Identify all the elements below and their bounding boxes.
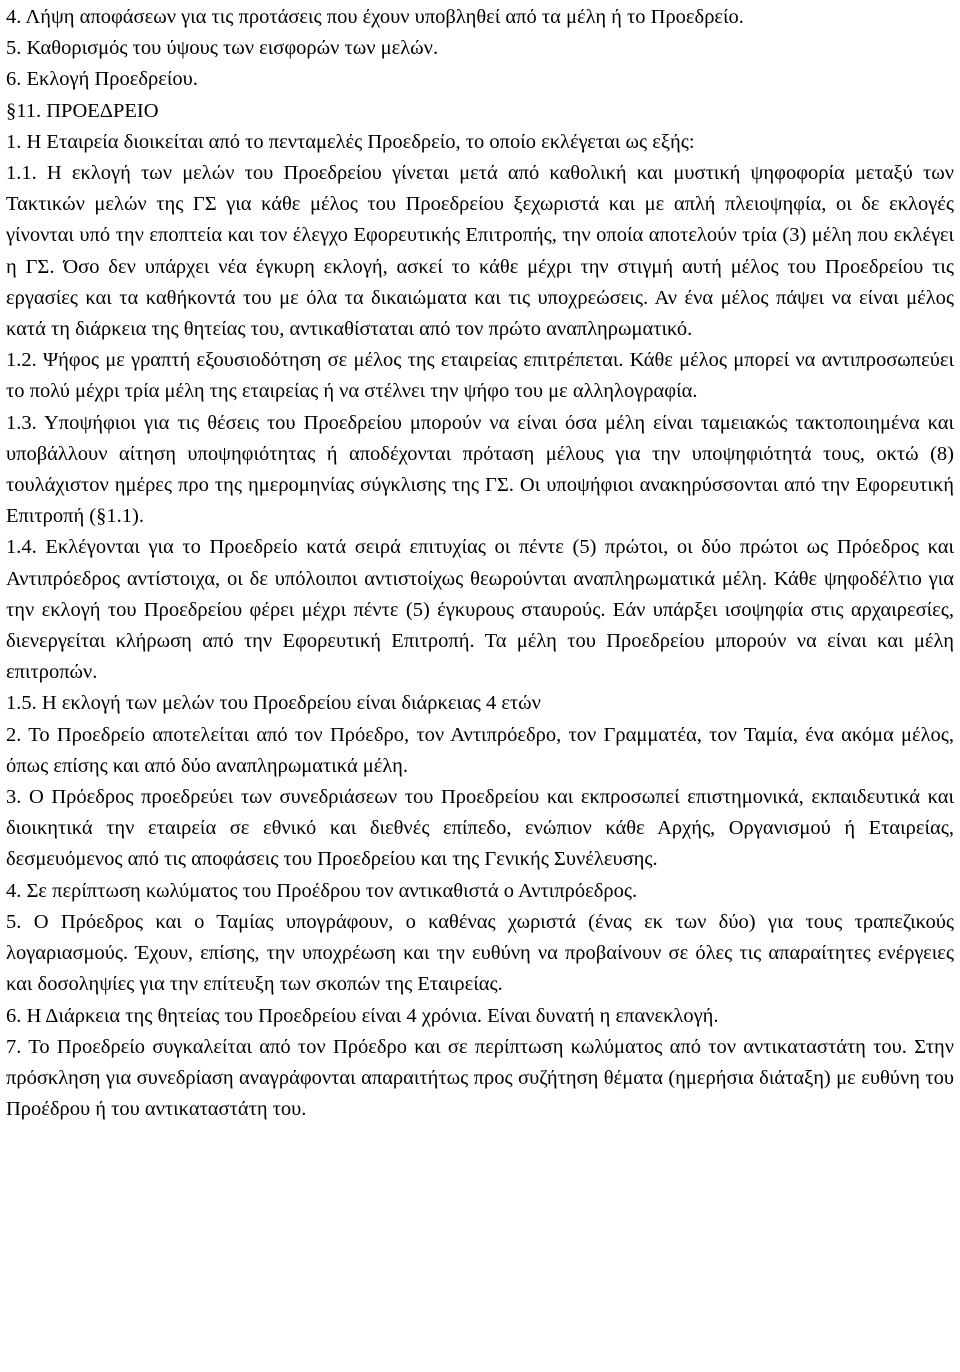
paragraph-1-presidium-intro: 1. Η Εταιρεία διοικείται από το πενταμελές Προεδρείο, το οποίο εκλέγεται ως εξής: (6, 130, 695, 153)
paragraph-item-5-contributions: 5. Καθορισμός του ύψους των εισφορών των μελών. (6, 37, 439, 60)
paragraph-item-6-election: 6. Εκλογή Προεδρείου. (6, 68, 198, 91)
paragraph-1-4-elected-members: 1.4. Εκλέγονται για το Προεδρείο κατά σειρά επιτυχίας οι πέντε (5) πρώτοι, οι δύο πρώτοι ως Πρόεδρος και Αντιπρόεδρος αντίστοιχα, οι δε υπόλοιποι αντιστοίχως θεωρούνται αναπληρωματικά μέλη. Κάθε ψηφοδέλτιο για την εκλογή του Προεδρείου φέρει μέχρι πέντε (5) έγκυρους σταυρούς. Εάν υπάρξει ισοψηφία στις αρχαιρεσίες, διενεργείται κλήρωση από την Εφορευτική Επιτροπή. Τα μέλη του Προεδρείου μπορούν να είναι και μέλη επιτροπών. (6, 536, 954, 684)
paragraph-3-president-role: 3. Ο Πρόεδρος προεδρεύει των συνεδριάσεων του Προεδρείου και εκπροσωπεί επιστημονικά, εκπαιδευτικά και διοικητικά την εταιρεία σε εθνικό και διεθνές επίπεδο, ενώπιον κάθε Αρχής, Οργανισμού ή Εταιρείας, δεσμευόμενος από τις αποφάσεις του Προεδρείου και της Γενικής Συνέλευσης. (6, 786, 954, 871)
paragraph-4-vice-president: 4. Σε περίπτωση κωλύματος του Προέδρου τον αντικαθιστά ο Αντιπρόεδρος. (6, 879, 638, 902)
paragraph-1-3-candidates: 1.3. Υποψήφιοι για τις θέσεις του Προεδρείου μπορούν να είναι όσα μέλη είναι ταμειακώς τακτοποιημένα και υποβάλλουν αίτηση υποψηφιότητας ή αποδέχονται πρόταση μέλους για την υποψηφιότητά τους, οκτώ (8) τουλάχιστον ημέρες προ της ημερομηνίας σύγκλισης της ΓΣ. Οι υποψήφιοι ανακηρύσσονται από την Εφορευτική Επιτροπή (§1.1). (6, 411, 954, 528)
paragraph-6-term-reelection: 6. Η Διάρκεια της θητείας του Προεδρείου είναι 4 χρόνια. Είναι δυνατή η επανεκλογή. (6, 1004, 719, 1027)
section-heading-11-presidium: §11. ΠΡΟΕΔΡΕΙΟ (6, 99, 159, 122)
paragraph-7-convening: 7. Το Προεδρείο συγκαλείται από τον Πρόεδρο και σε περίπτωση κωλύματος από τον αντικαταστάτη του. Στην πρόσκληση για συνεδρίαση αναγράφονται απαραιτήτως προς συζήτηση θέματα (ημερήσια διάταξη) με ευθύνη του Προέδρου ή του αντικαταστάτη του. (6, 1035, 954, 1121)
paragraph-5-signatures: 5. Ο Πρόεδρος και ο Ταμίας υπογράφουν, ο καθένας χωριστά (ένας εκ των δύο) για τους τραπεζικούς λογαριασμούς. Έχουν, επίσης, την υποχρέωση και την ευθύνη να προβαίνουν σε όλες τις απαραίτητες ενέργειες και δοσοληψίες για την επίτευξη των σκοπών της Εταιρείας. (6, 910, 954, 996)
paragraph-1-1-election-procedure: 1.1. Η εκλογή των μελών του Προεδρείου γίνεται μετά από καθολική και μυστική ψηφοφορία μεταξύ των Τακτικών μελών της ΓΣ για κάθε μέλος του Προεδρείου ξεχωριστά και με απλή πλειοψηφία, οι δε εκλογές γίνονται υπό την εποπτεία και τον έλεγχο Εφορευτικής Επιτροπής, την οποία αποτελούν τρία (3) μέλη που εκλέγει η ΓΣ. Όσο δεν υπάρχει νέα έγκυρη εκλογή, ασκεί το κάθε μέχρι την στιγμή αυτή μέλος του Προεδρείου τις εργασίες και τα καθήκοντά του με όλα τα δικαιώματα και τις υποχρεώσεις. Αν ένα μέλος πάψει να είναι μέλος κατά τη διάρκεια της θητείας του, αντικαθίσταται από τον πρώτο αναπληρωματικό. (6, 162, 954, 341)
paragraph-2-composition: 2. Το Προεδρείο αποτελείται από τον Πρόεδρο, τον Αντιπρόεδρο, τον Γραμματέα, τον Ταμία, ένα ακόμα μέλος, όπως επίσης και από δύο αναπληρωματικά μέλη. (6, 723, 954, 777)
paragraph-1-5-term-duration: 1.5. Η εκλογή των μελών του Προεδρείου είναι διάρκειας 4 ετών (6, 692, 541, 715)
paragraph-item-4-decisions: 4. Λήψη αποφάσεων για τις προτάσεις που έχουν υποβληθεί από τα μέλη ή το Προεδρείο. (6, 6, 744, 28)
paragraph-1-2-proxy-vote: 1.2. Ψήφος με γραπτή εξουσιοδότηση σε μέλος της εταιρείας επιτρέπεται. Κάθε μέλος μπορεί να αντιπροσωπεύει το πολύ μέχρι τρία μέλη της εταιρείας ή να στέλνει την ψήφο του με αλληλογραφία. (6, 349, 954, 403)
